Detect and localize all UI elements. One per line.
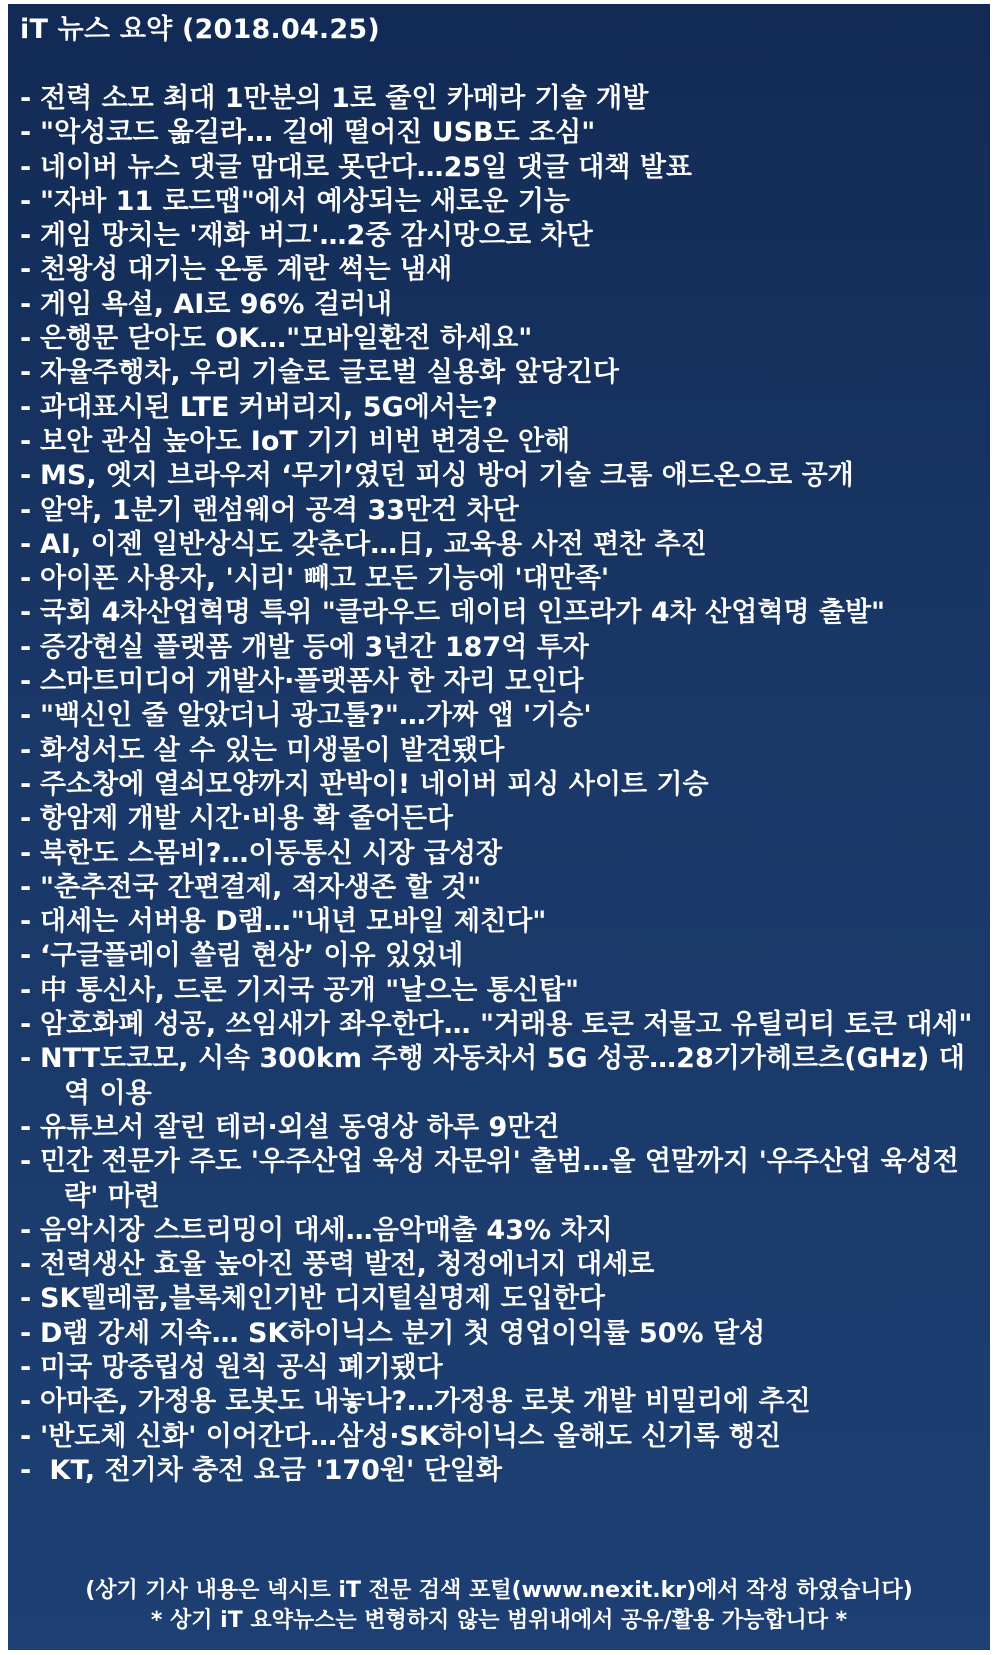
news-headline: D램 강세 지속… SK하이닉스 분기 첫 영업이익률 50% 달성 xyxy=(40,1317,766,1349)
news-item xyxy=(20,837,980,871)
footer-source-note: (상기 기사 내용은 넥시트 iT 전문 검색 포털(www.nexit.kr)에서 작성 하였습니다) xyxy=(85,1578,913,1603)
news-headline: ‘구글플레이 쏠림 현상’ 이유 있었네 xyxy=(40,940,464,972)
bullet-dash: - xyxy=(20,974,32,1006)
bullet-dash: - xyxy=(20,391,32,423)
news-headline: 국회 4차산업혁명 특위 "클라우드 데이터 인프라가 4차 산업혁명 출발" xyxy=(40,597,886,629)
news-headline: 대세는 서버용 D램…"내년 모바일 제친다" xyxy=(40,906,547,938)
bullet-dash: - xyxy=(20,151,32,183)
news-item xyxy=(20,1454,980,1488)
bullet-dash: - xyxy=(20,1386,32,1418)
footer xyxy=(8,1576,990,1636)
bullet-dash: - xyxy=(20,323,32,355)
news-item xyxy=(20,391,980,425)
news-headline: KT, 전기차 충전 요금 '170원' 단일화 xyxy=(40,1454,502,1486)
news-headline: 증강현실 플랫폼 개발 등에 3년간 187억 투자 xyxy=(40,631,589,663)
news-item xyxy=(20,1317,980,1351)
news-item xyxy=(20,768,980,802)
bullet-dash: - xyxy=(20,768,32,800)
bullet-dash: - xyxy=(20,460,32,492)
bullet-dash: - xyxy=(20,563,32,595)
news-headline: 전력 소모 최대 1만분의 1로 줄인 카메라 기술 개발 xyxy=(40,83,649,114)
news-headline: MS, 엣지 브라우저 ‘무기’였던 피싱 방어 기술 크롬 애드온으로 공개 xyxy=(40,460,854,492)
news-headline: 게임 망치는 '재화 버그'…2중 감시망으로 차단 xyxy=(40,220,593,252)
news-item xyxy=(20,425,980,459)
news-headline: 항암제 개발 시간·비용 확 줄어든다 xyxy=(40,803,454,835)
news-headline: SK텔레콤,블록체인기반 디지털실명제 도입한다 xyxy=(40,1283,605,1315)
news-item xyxy=(20,871,980,905)
news-summary-panel xyxy=(8,4,990,1650)
bullet-dash: - xyxy=(20,700,32,732)
bullet-dash: - xyxy=(20,1249,32,1281)
bullet-dash: - xyxy=(20,1009,32,1041)
bullet-dash: - xyxy=(20,357,32,389)
news-headline: 주소창에 열쇠모양까지 판박이! 네이버 피싱 사이트 기승 xyxy=(40,768,709,800)
news-headline: "백신인 줄 알았더니 광고툴?"…가짜 앱 '기승' xyxy=(40,700,592,732)
bullet-dash: - xyxy=(20,1454,32,1486)
news-headline: 보안 관심 높아도 IoT 기기 비번 변경은 안해 xyxy=(40,425,571,457)
bullet-dash: - xyxy=(20,837,32,869)
news-headline: 미국 망중립성 원칙 공식 폐기됐다 xyxy=(40,1351,443,1383)
bullet-dash: - xyxy=(20,425,32,457)
news-item xyxy=(20,494,980,528)
bullet-dash: - xyxy=(20,940,32,972)
bullet-dash: - xyxy=(20,1043,32,1075)
news-item xyxy=(20,1042,980,1111)
bullet-dash: - xyxy=(20,185,32,217)
news-item xyxy=(20,1385,980,1419)
news-headline: 음악시장 스트리밍이 대세…음악매출 43% 차지 xyxy=(40,1214,613,1246)
bullet-dash: - xyxy=(20,871,32,903)
news-headline: 알약, 1분기 랜섬웨어 공격 33만건 차단 xyxy=(40,494,519,526)
news-headline: 아이폰 사용자, '시리' 빼고 모든 기능에 '대만족' xyxy=(40,563,610,595)
news-headline: 과대표시된 LTE 커버리지, 5G에서는? xyxy=(40,391,498,423)
news-item xyxy=(20,253,980,287)
news-headline: 전력생산 효율 높아진 풍력 발전, 청정에너지 대세로 xyxy=(40,1249,655,1281)
bullet-dash: - xyxy=(20,117,32,149)
news-item xyxy=(20,1145,980,1214)
bullet-dash: - xyxy=(20,494,32,526)
bullet-dash: - xyxy=(20,631,32,663)
bullet-dash: - xyxy=(20,83,32,114)
news-headline: "악성코드 옮길라… 길에 떨어진 USB도 조심" xyxy=(40,117,596,149)
news-headline: 자율주행차, 우리 기술로 글로벌 실용화 앞당긴다 xyxy=(40,357,619,389)
news-headline: "춘추전국 간편결제, 적자생존 할 것" xyxy=(40,871,482,903)
news-item xyxy=(20,665,980,699)
news-headline: "자바 11 로드맵"에서 예상되는 새로운 기능 xyxy=(40,185,571,217)
news-list xyxy=(20,82,980,1488)
news-headline: 게임 욕설, AI로 96% 걸러내 xyxy=(40,288,393,320)
bullet-dash: - xyxy=(20,1214,32,1246)
news-item xyxy=(20,1420,980,1454)
bullet-dash: - xyxy=(20,803,32,835)
news-item xyxy=(20,562,980,596)
page-title: iT 뉴스 요약 (2018.04.25) xyxy=(20,14,380,45)
bullet-dash: - xyxy=(20,1146,32,1178)
news-item xyxy=(20,1282,980,1316)
news-item xyxy=(20,116,980,150)
news-headline: 아마존, 가정용 로봇도 내놓나?…가정용 로봇 개발 비밀리에 추진 xyxy=(40,1386,811,1418)
news-item xyxy=(20,939,980,973)
news-headline: '반도체 신화' 이어간다…삼성·SK하이닉스 올해도 신기록 행진 xyxy=(40,1420,782,1452)
news-item xyxy=(20,1008,980,1042)
news-headline: AI, 이젠 일반상식도 갖춘다…日, 교육용 사전 편찬 추진 xyxy=(40,528,707,560)
bullet-dash: - xyxy=(20,1283,32,1315)
news-headline: 유튜브서 잘린 테러·외설 동영상 하루 9만건 xyxy=(40,1111,560,1143)
news-item xyxy=(20,1214,980,1248)
news-headline: 中 통신사, 드론 기지국 공개 "날으는 통신탑" xyxy=(40,974,580,1006)
bullet-dash: - xyxy=(20,734,32,766)
bullet-dash: - xyxy=(20,1111,32,1143)
news-headline: NTT도코모, 시속 300km 주행 자동차서 5G 성공…28기가헤르츠(GHz) 대역 이용 xyxy=(40,1043,965,1109)
bullet-dash: - xyxy=(20,1420,32,1452)
bullet-dash: - xyxy=(20,220,32,252)
news-item xyxy=(20,1248,980,1282)
bullet-dash: - xyxy=(20,1351,32,1383)
bullet-dash: - xyxy=(20,288,32,320)
news-item xyxy=(20,219,980,253)
news-headline: 민간 전문가 주도 '우주산업 육성 자문위' 출범…올 연말까지 '우주산업 육성전략' 마련 xyxy=(40,1146,959,1212)
news-headline: 북한도 스몸비?…이동통신 시장 급성장 xyxy=(40,837,503,869)
bullet-dash: - xyxy=(20,906,32,938)
news-item xyxy=(20,1111,980,1145)
news-item xyxy=(20,151,980,185)
news-item xyxy=(20,734,980,768)
news-item xyxy=(20,356,980,390)
news-item xyxy=(20,459,980,493)
news-item xyxy=(20,699,980,733)
news-item xyxy=(20,322,980,356)
news-item xyxy=(20,596,980,630)
bullet-dash: - xyxy=(20,666,32,698)
news-item xyxy=(20,528,980,562)
bullet-dash: - xyxy=(20,254,32,286)
news-item xyxy=(20,802,980,836)
news-item xyxy=(20,974,980,1008)
news-item xyxy=(20,82,980,116)
news-headline: 암호화폐 성공, 쓰임새가 좌우한다… "거래용 토큰 저물고 유틸리티 토큰 대세" xyxy=(40,1009,973,1041)
news-item xyxy=(20,631,980,665)
news-headline: 네이버 뉴스 댓글 맘대로 못단다…25일 댓글 대책 발표 xyxy=(40,151,693,183)
bullet-dash: - xyxy=(20,528,32,560)
news-item xyxy=(20,288,980,322)
footer-usage-note: * 상기 iT 요약뉴스는 변형하지 않는 범위내에서 공유/활용 가능합니다 * xyxy=(150,1608,848,1633)
news-item xyxy=(20,185,980,219)
news-headline: 화성서도 살 수 있는 미생물이 발견됐다 xyxy=(40,734,505,766)
news-item xyxy=(20,905,980,939)
news-item xyxy=(20,1351,980,1385)
bullet-dash: - xyxy=(20,1317,32,1349)
bullet-dash: - xyxy=(20,597,32,629)
news-headline: 스마트미디어 개발사·플랫폼사 한 자리 모인다 xyxy=(40,666,584,698)
news-headline: 은행문 닫아도 OK…"모바일환전 하세요" xyxy=(40,323,533,355)
news-headline: 천왕성 대기는 온통 계란 썩는 냄새 xyxy=(40,254,453,286)
